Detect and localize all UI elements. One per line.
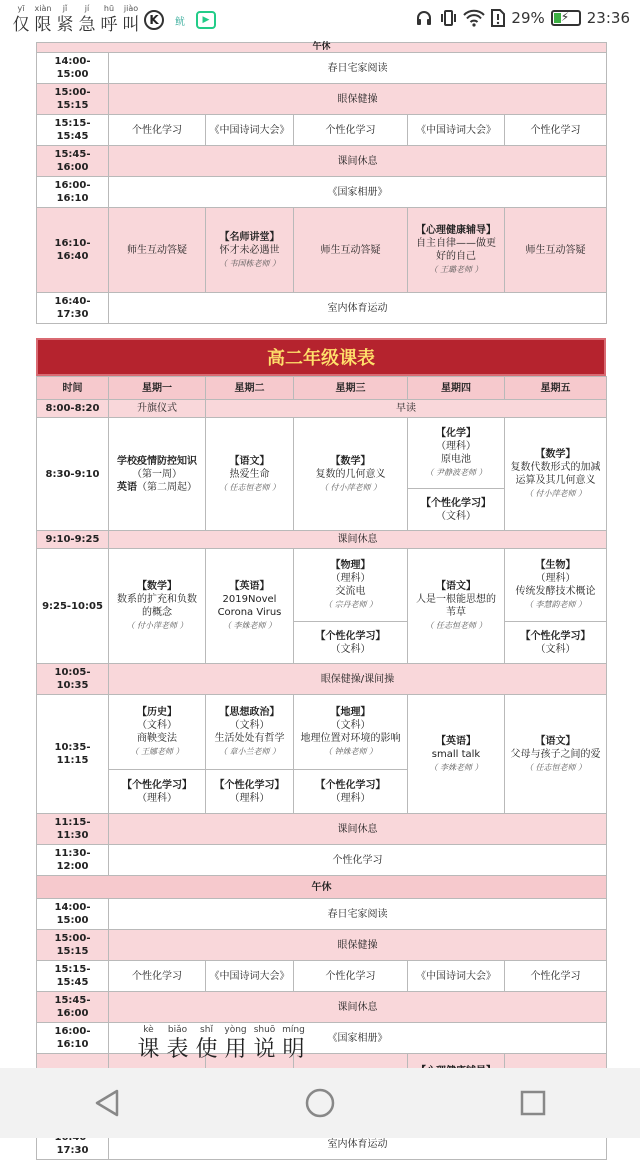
back-icon — [93, 1088, 121, 1118]
hanzi: 紧 — [56, 15, 74, 35]
activity-cell: 个性化学习 — [505, 961, 607, 992]
teacher: （ 李慧韵老师 ） — [524, 600, 587, 609]
grade1-afternoon-table — [36, 42, 607, 324]
time-cell: 15:15-15:45 — [37, 115, 109, 146]
battery-percent: 29% — [511, 9, 545, 27]
activity-cell: 个性化学习 — [294, 961, 408, 992]
course-cell — [109, 695, 206, 770]
course-cell — [206, 695, 294, 770]
course-cell — [109, 418, 206, 531]
activity-cell: 个性化学习 — [109, 961, 206, 992]
teacher: （ 李姝老师 ） — [429, 762, 483, 772]
activity-cell: 个性化学习 — [505, 115, 607, 146]
grade2-timetable — [36, 376, 607, 1160]
teacher: （ 王璐老师 ） — [429, 265, 483, 274]
course-title: 商鞅变法 — [137, 733, 177, 744]
time-cell: 10:05-10:35 — [37, 664, 109, 695]
header-cell: 星期一 — [109, 377, 206, 400]
pinyin: kè — [143, 1025, 154, 1035]
course-tag: 【个性化学习】 — [122, 779, 192, 791]
course-note: （理科） — [137, 792, 177, 804]
time-cell: 16:00-16:10 — [37, 177, 109, 208]
emergency-call-label — [10, 4, 142, 36]
sim-alert-icon — [491, 9, 505, 27]
course-cell — [408, 489, 505, 531]
pinyin: yòng — [224, 1025, 247, 1035]
activity-cell: 升旗仪式 — [109, 400, 206, 418]
course-tag: 【思想政治】 — [219, 707, 280, 718]
teacher: （ 章小兰老师 ） — [218, 747, 281, 756]
lunch-row: 午休 — [37, 876, 607, 899]
pinyin: míng — [282, 1025, 305, 1035]
activity-cell: 师生互动答疑 — [294, 208, 408, 293]
teacher: （ 王娜老师 ） — [130, 747, 184, 756]
pinyin: biǎo — [167, 1025, 188, 1035]
course-tag: 【个性化学习】 — [315, 630, 386, 642]
time-cell: 16:40-17:30 — [37, 293, 109, 324]
pinyin: yī — [17, 4, 25, 13]
recents-button[interactable] — [513, 1083, 553, 1123]
time-cell: 11:15-11:30 — [37, 814, 109, 845]
course-cell — [505, 622, 607, 664]
hanzi: 课 — [137, 1037, 160, 1062]
course-cell — [408, 695, 505, 814]
course-note: （理科） — [535, 573, 576, 584]
course-note: （文科） — [137, 720, 177, 731]
course-cell — [294, 622, 408, 664]
course-tag: 【语文】 — [229, 455, 270, 467]
status-bar — [0, 0, 640, 42]
course-title: 交流电 — [335, 586, 366, 597]
course-cell — [294, 418, 408, 531]
teacher: （ 尹静波老师 ） — [425, 468, 487, 477]
activity-cell: 室内体育运动 — [109, 293, 607, 324]
course-tag: 【语文】 — [436, 581, 476, 592]
course-title: 人是一根能思想的 — [416, 594, 496, 605]
course-title: 自主自律——做更 — [416, 238, 496, 249]
activity-cell: 春日宅家阅读 — [109, 899, 607, 930]
course-tag: 【英语】 — [229, 581, 270, 592]
activity-cell: 早读 — [206, 400, 607, 418]
course-note: （第二周起） — [137, 481, 197, 493]
hanzi: 急 — [78, 15, 96, 35]
grade2-title: 高二年级课表 — [36, 338, 606, 376]
time-cell: 15:15-15:45 — [37, 961, 109, 992]
course-note: （理科） — [330, 792, 371, 804]
course-tag: 【个性化学习】 — [421, 497, 491, 509]
course-cell — [206, 549, 294, 664]
course-tag: 【地理】 — [330, 707, 371, 718]
course-title: 苇草 — [446, 607, 466, 618]
activity-cell: 《国家相册》 — [109, 177, 607, 208]
header-cell: 星期四 — [408, 377, 505, 400]
course-tag: 【心理健康辅导】 — [416, 225, 496, 236]
course-title: 英语 — [117, 481, 137, 493]
course-title: 父母与孩子之间的爱 — [510, 748, 601, 760]
course-note: （理科） — [436, 441, 476, 452]
header-cell: 星期五 — [505, 377, 607, 400]
hanzi: 明 — [282, 1037, 305, 1062]
teacher: （ 韦国栋老师 ） — [218, 258, 281, 268]
course-title: 数系的扩充和负数 — [117, 594, 197, 605]
teacher: （ 付小萍老师 ） — [524, 489, 587, 498]
course-note: （第一周） — [132, 468, 182, 480]
activity-cell: 《中国诗词大会》 — [206, 961, 294, 992]
course-note: （理科） — [330, 573, 371, 584]
course-title: 热爱生命 — [229, 468, 270, 480]
pinyin: shǐ — [200, 1025, 213, 1035]
course-title: 原电池 — [441, 454, 471, 465]
pinyin: shuō — [253, 1025, 276, 1035]
timetable-image — [36, 42, 606, 1160]
back-button[interactable] — [87, 1083, 127, 1123]
time-cell: 11:30-12:00 — [37, 845, 109, 876]
time-cell: 15:45-16:00 — [37, 992, 109, 1023]
course-tag: 【名师讲堂】 — [219, 231, 280, 243]
course-tag: 【个性化学习】 — [520, 630, 591, 642]
clock: 23:36 — [586, 9, 630, 27]
time-cell: 15:00-15:15 — [37, 930, 109, 961]
time-cell: 9:10-9:25 — [37, 531, 109, 549]
course-note: （文科） — [535, 643, 576, 655]
activity-cell: 《中国诗词大会》 — [206, 115, 294, 146]
course-cell — [408, 418, 505, 489]
course-title: 学校疫情防控知识 — [117, 455, 197, 467]
teacher: （ 付小萍老师 ） — [319, 482, 382, 492]
activity-cell: 课间休息 — [109, 992, 607, 1023]
hanzi: 使 — [195, 1037, 218, 1062]
activity-cell: 《中国诗词大会》 — [408, 115, 505, 146]
activity-cell: 室内体育运动 — [109, 1129, 607, 1160]
course-cell — [294, 695, 408, 770]
time-cell: 15:00-15:15 — [37, 84, 109, 115]
course-note: （理科） — [229, 792, 270, 804]
course-note: （文科） — [436, 510, 476, 522]
pinyin: jǐ — [62, 4, 68, 13]
time-cell: 16:10-16:40 — [37, 208, 109, 293]
course-title: 地理位置对环境的影响 — [300, 733, 401, 744]
course-cell — [505, 549, 607, 622]
activity-cell: 《中国诗词大会》 — [408, 961, 505, 992]
course-tag: 【个性化学习】 — [315, 779, 386, 791]
hanzi: 说 — [253, 1037, 276, 1062]
teacher: （ 任志恒老师 ） — [218, 482, 281, 492]
course-cell — [294, 770, 408, 814]
headphones-icon — [415, 9, 433, 27]
pinyin: jí — [84, 4, 90, 13]
teacher: （ 任志恒老师 ） — [524, 762, 587, 772]
course-note: （文科） — [330, 720, 371, 731]
course-title: 好的自己 — [436, 251, 476, 262]
pinyin: jiào — [123, 4, 139, 13]
wifi-icon — [463, 9, 485, 27]
time-cell: 8:00-8:20 — [37, 400, 109, 418]
charging-bolt-icon: ⚡ — [560, 10, 570, 24]
teacher: （ 任志恒老师 ） — [425, 621, 487, 630]
activity-cell: 眼保健操/课间操 — [109, 664, 607, 695]
course-note: （文科） — [330, 643, 371, 655]
teacher: （ 钟姝老师 ） — [323, 747, 378, 756]
hanzi: 限 — [34, 15, 52, 35]
activity-cell: 师生互动答疑 — [109, 208, 206, 293]
activity-cell — [408, 208, 505, 293]
course-tag: 【数学】 — [330, 455, 371, 467]
recents-icon — [519, 1089, 547, 1117]
hanzi: 表 — [166, 1037, 189, 1062]
course-tag: 【化学】 — [436, 428, 476, 439]
time-cell: 17:30 — [37, 1129, 109, 1160]
course-cell — [206, 418, 294, 531]
header-cell: 星期三 — [294, 377, 408, 400]
course-note: （文科） — [229, 720, 270, 731]
hanzi: 用 — [224, 1037, 247, 1062]
course-cell — [505, 695, 607, 814]
time-cell: 14:00-15:00 — [37, 899, 109, 930]
teacher: （ 付小萍老师 ） — [126, 621, 188, 630]
hanzi: 叫 — [122, 15, 140, 35]
course-tag: 【英语】 — [436, 735, 476, 747]
header-cell: 星期二 — [206, 377, 294, 400]
time-cell: 8:30-9:10 — [37, 418, 109, 531]
pinyin: xiàn — [34, 4, 52, 13]
course-cell — [294, 549, 408, 622]
course-title: 传统发酵技术概论 — [515, 586, 596, 597]
course-tag: 【生物】 — [535, 560, 576, 571]
home-icon — [305, 1088, 335, 1118]
teacher: （ 李姝老师 ） — [222, 621, 277, 630]
activity-cell: 眼保健操 — [109, 84, 607, 115]
home-button[interactable] — [300, 1083, 340, 1123]
course-tag: 【物理】 — [330, 560, 371, 571]
activity-cell: 课间休息 — [109, 531, 607, 549]
course-tag: 【历史】 — [137, 707, 177, 718]
course-cell — [408, 549, 505, 664]
activity-cell: 课间休息 — [109, 146, 607, 177]
notification-icons — [144, 10, 216, 30]
course-title: 复数的几何意义 — [315, 468, 386, 480]
course-cell — [505, 418, 607, 531]
course-title: 2019Novel — [222, 594, 277, 605]
course-title: Corona Virus — [217, 607, 282, 618]
activity-cell: 个性化学习 — [294, 115, 408, 146]
time-cell: 9:25-10:05 — [37, 549, 109, 664]
battery-icon — [551, 10, 581, 26]
lunch-row: 午休 — [37, 43, 607, 53]
course-title: 的概念 — [142, 607, 172, 618]
hanzi: 仅 — [12, 15, 30, 35]
timetable-usage-heading — [134, 1024, 308, 1064]
vibrate-icon — [439, 9, 457, 27]
course-tag: 【个性化学习】 — [214, 779, 285, 791]
hanzi: 呼 — [100, 15, 118, 35]
system-indicators — [415, 9, 630, 27]
course-cell — [109, 549, 206, 664]
activity-cell: 个性化学习 — [109, 845, 607, 876]
activity-cell: 课间休息 — [109, 814, 607, 845]
navigation-bar — [0, 1068, 640, 1138]
course-tag: 【数学】 — [535, 449, 576, 460]
activity-cell: 《国家相册》 — [109, 1023, 607, 1054]
course-cell — [109, 770, 206, 814]
activity-cell: 眼保健操 — [109, 930, 607, 961]
activity-cell: 个性化学习 — [109, 115, 206, 146]
teacher: （ 宗丹老师 ） — [323, 600, 378, 609]
video-app-icon: ▶ — [196, 11, 216, 29]
time-cell: 14:00-15:00 — [37, 53, 109, 84]
time-cell: 16:00-16:10 — [37, 1023, 109, 1054]
time-cell: 15:45-16:00 — [37, 146, 109, 177]
course-title: small talk — [431, 748, 481, 760]
course-title: 运算及其几何意义 — [515, 475, 596, 486]
app-notification-icon: 鱿 — [175, 16, 185, 28]
course-title: 复数代数形式的加减 — [510, 462, 601, 473]
pinyin: hū — [103, 4, 115, 13]
header-cell: 时间 — [37, 377, 109, 400]
battery-fill — [554, 13, 561, 23]
k-app-icon: K — [144, 10, 164, 30]
time-cell: 10:35-11:15 — [37, 695, 109, 814]
activity-cell — [206, 208, 294, 293]
course-tag: 【语文】 — [535, 735, 576, 747]
course-title: 怀才未必遇世 — [219, 244, 280, 256]
course-cell — [206, 770, 294, 814]
activity-cell: 师生互动答疑 — [505, 208, 607, 293]
course-tag: 【数学】 — [137, 581, 177, 592]
course-title: 生活处处有哲学 — [214, 733, 285, 744]
activity-cell: 春日宅家阅读 — [109, 53, 607, 84]
